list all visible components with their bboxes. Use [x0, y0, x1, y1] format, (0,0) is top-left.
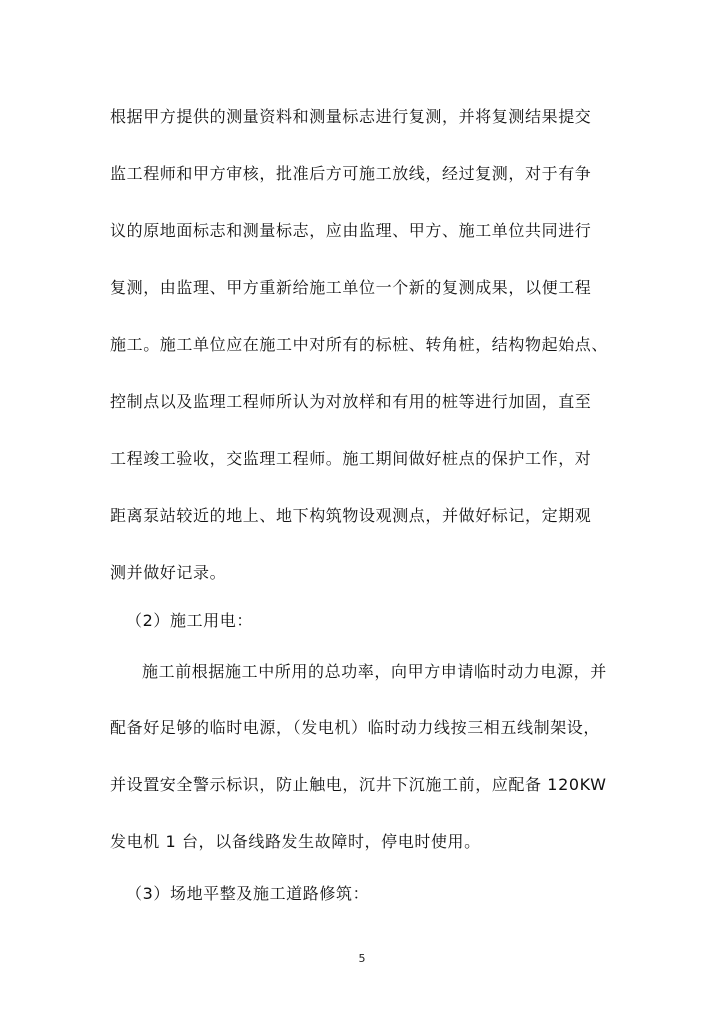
- paragraph-line: 控制点以及监理工程师所认为对放样和有用的桩等进行加固，直至: [110, 392, 592, 411]
- section-heading-power: （2）施工用电：: [126, 611, 253, 630]
- paragraph-line: 议的原地面标志和测量标志，应由监理、甲方、施工单位共同进行: [110, 221, 592, 240]
- section-heading-site: （3）场地平整及施工道路修筑：: [126, 884, 370, 903]
- paragraph-line: 监工程师和甲方审核，批准后方可施工放线，经过复测，对于有争: [110, 164, 592, 183]
- paragraph-line: 根据甲方提供的测量资料和测量标志进行复测，并将复测结果提交: [110, 107, 592, 126]
- paragraph-line: 配备好足够的临时电源，（发电机）临时动力线按三相五线制架设，: [110, 718, 601, 737]
- page-number: 5: [358, 952, 366, 965]
- paragraph-line: 复测，由监理、甲方重新给施工单位一个新的复测成果，以便工程: [110, 278, 592, 297]
- paragraph-line: 测并做好记录。: [110, 563, 227, 582]
- paragraph-line: 施工前根据施工中所用的总功率，向甲方申请临时动力电源，并: [142, 662, 607, 681]
- paragraph-line: 并设置安全警示标识，防止触电，沉井下沉施工前，应配备 120KW: [110, 775, 607, 794]
- paragraph-line: 工程竣工验收，交监理工程师。施工期间做好桩点的保护工作，对: [110, 449, 592, 468]
- paragraph-line: 施工。施工单位应在施工中对所有的标桩、转角桩，结构物起始点、: [110, 335, 609, 354]
- paragraph-line: 距离泵站较近的地上、地下构筑物设观测点，并做好标记，定期观: [110, 506, 592, 525]
- paragraph-line: 发电机 1 台，以备线路发生故障时，停电时使用。: [110, 832, 481, 851]
